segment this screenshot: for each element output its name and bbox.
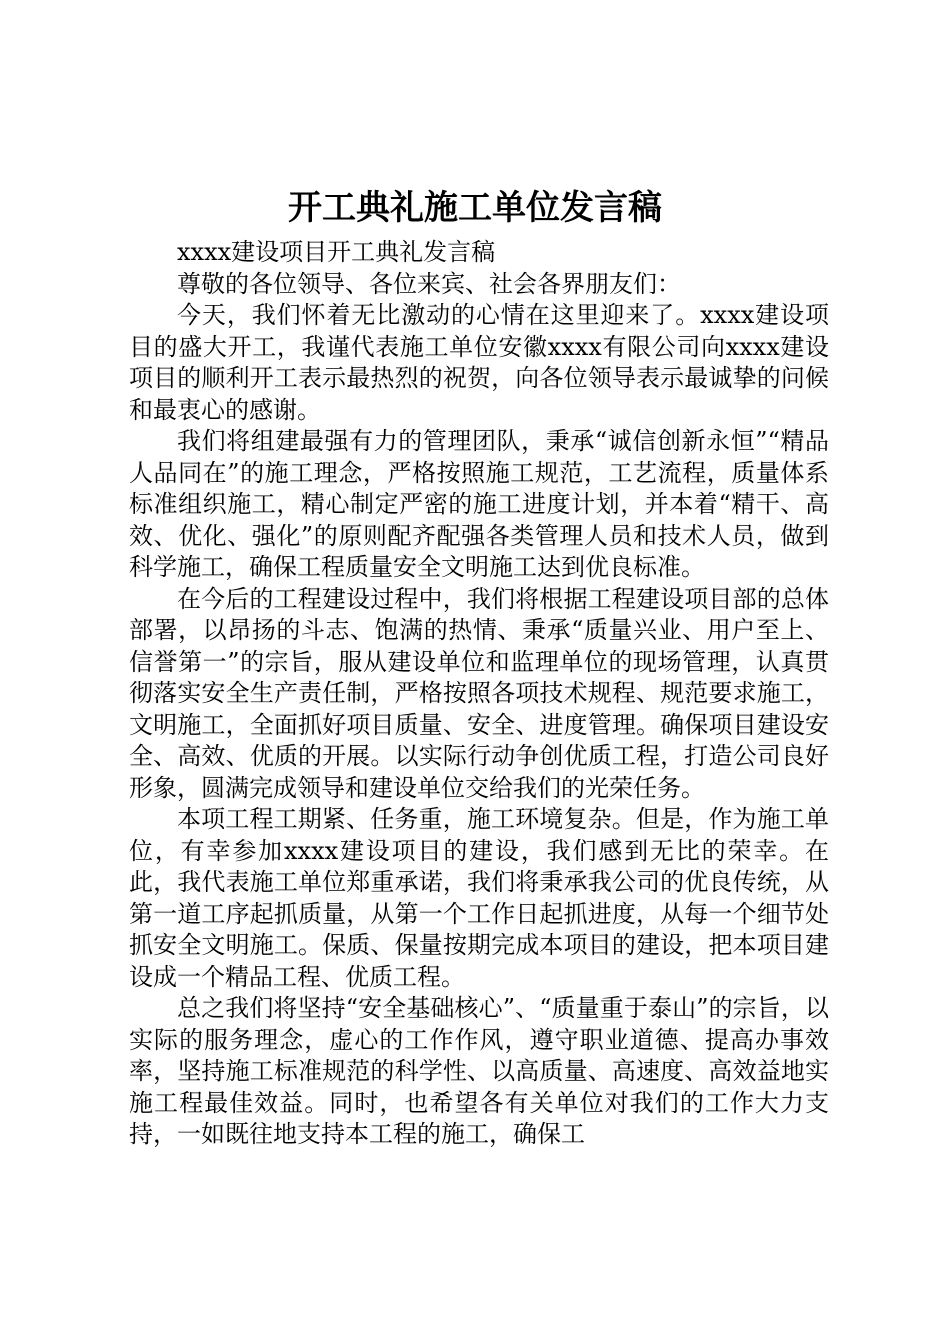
document-body bbox=[129, 237, 829, 1151]
paragraph-commitment: 本项工程工期紧、任务重，施工环境复杂。但是，作为施工单位，有幸参加xxxx建设项目的建设，我们感到无比的荣幸。在此，我代表施工单位郑重承诺，我们将秉承我公司的优良传统，从第一道工序起抓质量，从第一个工作日起抓进度，从每一个细节处抓安全文明施工。保质、保量按期完成本项目的建设，把本项目建设成一个精品工程、优质工程。 bbox=[129, 805, 829, 991]
paragraph-subtitle: xxxx建设项目开工典礼发言稿 bbox=[177, 238, 496, 266]
document-title: 开工典礼施工单位发言稿 bbox=[288, 188, 662, 228]
paragraph-salutation: 尊敬的各位领导、各位来宾、社会各界朋友们： bbox=[177, 269, 681, 298]
paragraph-opening: 今天，我们怀着无比激动的心情在这里迎来了。xxxx建设项目的盛大开工，我谨代表施工单位安徽xxxx有限公司向xxxx建设项目的顺利开工表示最热烈的祝贺，向各位领导表示最诚挚的问候和最衷心的感谢。 bbox=[129, 301, 829, 424]
paragraph-management-team: 我们将组建最强有力的管理团队，秉承“诚信创新永恒”“精品人品同在”的施工理念，严格按照施工规范，工艺流程，质量体系标准组织施工，精心制定严密的施工进度计划，并本着“精干、高效、优化、强化”的原则配齐配强各类管理人员和技术人员，做到科学施工，确保工程质量安全文明施工达到优良标准。 bbox=[129, 427, 829, 581]
paragraph-conclusion: 总之我们将坚持“安全基础核心”、“质量重于泰山”的宗旨，以实际的服务理念，虚心的工作作风，遵守职业道德、提高办事效率，坚持施工标准规范的科学性、以高质量、高速度、高效益地实施工程最佳效益。同时，也希望各有关单位对我们的工作大力支持，一如既往地支持本工程的施工，确保工 bbox=[129, 994, 829, 1148]
paragraph-construction-process: 在今后的工程建设过程中，我们将根据工程建设项目部的总体部署，以昂扬的斗志、饱满的热情、秉承“质量兴业、用户至上、信誉第一”的宗旨，服从建设单位和监理单位的现场管理，认真贯彻落实安全生产责任制，严格按照各项技术规程、规范要求施工，文明施工，全面抓好项目质量、安全、进度管理。确保项目建设安全、高效、优质的开展。以实际行动争创优质工程，打造公司良好形象，圆满完成领导和建设单位交给我们的光荣任务。 bbox=[129, 584, 829, 802]
